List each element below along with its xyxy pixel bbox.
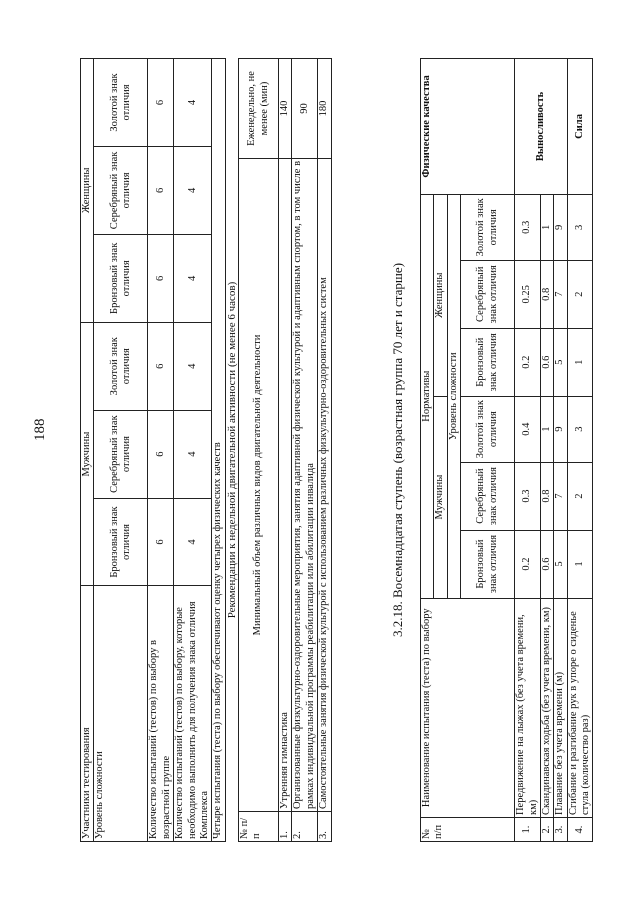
cell-value: 4 xyxy=(174,146,212,234)
header-bronze: Бронзовый знак отличия xyxy=(94,234,148,322)
table-row xyxy=(515,59,541,842)
header-qualities: Физические качества xyxy=(421,59,515,195)
header-difficulty: Уровень сложности xyxy=(447,194,460,598)
cell-value: 0.8 xyxy=(540,260,553,328)
cell-value: 0.2 xyxy=(515,530,541,598)
row-no: 3. xyxy=(554,818,567,842)
cell-value: 0.4 xyxy=(515,396,541,462)
cell-value: 0.6 xyxy=(540,530,553,598)
table-row xyxy=(148,59,174,842)
cell-value: 6 xyxy=(148,498,174,586)
row-activity: Организованные физкультурно-оздоровительные мероприятия, занятия адаптивной физической культурой и адаптивным спортом, в том числе в рамках индивидуальной программы реабилитации или абилитации инвалида xyxy=(292,158,318,811)
quality-endurance: Выносливость xyxy=(515,59,568,195)
cell-value: 7 xyxy=(554,260,567,328)
header-gold: Золотой знак отличия xyxy=(461,194,515,260)
cell-value: 5 xyxy=(554,328,567,396)
header-silver: Серебряный знак отличия xyxy=(94,410,148,498)
header-men: Мужчины xyxy=(81,322,94,586)
header-bronze: Бронзовый знак отличия xyxy=(461,530,515,598)
row-test-name: Сгибание и разгибание рук в упоре о сиденье стула (количество раз) xyxy=(567,598,593,818)
header-no: № п/п xyxy=(239,812,279,842)
row-activity: Утренняя гимнастика xyxy=(279,158,292,811)
cell-value: 1 xyxy=(540,396,553,462)
row-test-name: Плавание без учета времени (м) xyxy=(554,598,567,818)
cell-value: 3 xyxy=(567,396,593,462)
table-row xyxy=(292,59,318,842)
row-no: 1. xyxy=(515,818,541,842)
cell-value: 6 xyxy=(148,234,174,322)
table-footnote: Четыре испытания (теста) по выбору обеспечивают оценку четырех физических качеств xyxy=(212,59,225,842)
header-test-name: Наименование испытания (теста) по выбору xyxy=(421,598,515,818)
row-minutes: 180 xyxy=(318,59,331,159)
cell-value: 1 xyxy=(567,328,593,396)
cell-value: 7 xyxy=(554,462,567,530)
cell-value: 4 xyxy=(174,234,212,322)
table-age-group-summary xyxy=(80,58,226,842)
cell-value: 9 xyxy=(554,194,567,260)
row-label: Количество испытаний (тестов) по выбору, которые необходимо выполнить для получения знака отличия Комплекса xyxy=(174,586,212,842)
header-women: Женщины xyxy=(434,194,447,396)
header-bronze: Бронзовый знак отличия xyxy=(94,498,148,586)
header-norms: Нормативы xyxy=(421,194,434,598)
cell-value: 4 xyxy=(174,498,212,586)
cell-value: 3 xyxy=(567,194,593,260)
row-no: 1. xyxy=(279,812,292,842)
cell-value: 1 xyxy=(567,530,593,598)
header-silver: Серебряный знак отличия xyxy=(461,260,515,328)
cell-value: 6 xyxy=(148,59,174,147)
cell-value: 6 xyxy=(148,410,174,498)
row-no: 2. xyxy=(540,818,553,842)
page-number: 188 xyxy=(32,418,48,441)
row-no: 4. xyxy=(567,818,593,842)
cell-value: 4 xyxy=(174,410,212,498)
row-test-name: Передвижение на лыжах (без учета времени, км) xyxy=(515,598,541,818)
row-test-name: Скандинавская ходьба (без учета времени, км) xyxy=(540,598,553,818)
cell-value: 0.6 xyxy=(540,328,553,396)
header-men: Мужчины xyxy=(434,396,447,598)
header-gold: Золотой знак отличия xyxy=(461,396,515,462)
cell-value: 6 xyxy=(148,322,174,410)
table-weekly-activity xyxy=(238,58,332,842)
table-row xyxy=(318,59,331,842)
row-minutes: 90 xyxy=(292,59,318,159)
cell-value: 2 xyxy=(567,260,593,328)
cell-value: 0.3 xyxy=(515,194,541,260)
header-activity: Минимальный объем различных видов двигательной деятельности xyxy=(239,158,279,811)
cell-value: 5 xyxy=(554,530,567,598)
cell-value: 2 xyxy=(567,462,593,530)
header-no: № п/п xyxy=(421,818,515,842)
cell-value: 4 xyxy=(174,322,212,410)
row-no: 3. xyxy=(318,812,331,842)
cell-value: 6 xyxy=(148,146,174,234)
header-participants: Участники тестирования xyxy=(81,586,94,842)
table-row xyxy=(567,59,593,842)
cell-value: 1 xyxy=(540,194,553,260)
header-silver: Серебряный знак отличия xyxy=(461,462,515,530)
cell-value: 9 xyxy=(554,396,567,462)
header-gold: Золотой знак отличия xyxy=(94,59,148,147)
header-difficulty: Уровень сложности xyxy=(94,586,148,842)
cell-value: 0.3 xyxy=(515,462,541,530)
table-row xyxy=(279,59,292,842)
table-row xyxy=(174,59,212,842)
row-activity: Самостоятельные занятия физической культурой с использованием различных физкультурно-оздоровительных систем xyxy=(318,158,331,811)
header-silver: Серебряный знак отличия xyxy=(94,146,148,234)
cell-value: 0.2 xyxy=(515,328,541,396)
table-test-norms xyxy=(420,58,593,842)
cell-value: 4 xyxy=(174,59,212,147)
section-heading: 3.2.18. Восемнадцатая ступень (возрастная группа 70 лет и старше) xyxy=(390,262,405,638)
header-gold: Золотой знак отличия xyxy=(94,322,148,410)
header-women: Женщины xyxy=(81,59,94,323)
cell-value: 0.25 xyxy=(515,260,541,328)
cell-value: 0.8 xyxy=(540,462,553,530)
table2-title: Рекомендации к недельной двигательной активности (не менее 6 часов) xyxy=(226,281,238,619)
quality-strength: Сила xyxy=(567,59,593,195)
row-label: Количество испытаний (тестов) по выбору в возрастной группе xyxy=(148,586,174,842)
row-no: 2. xyxy=(292,812,318,842)
header-bronze: Бронзовый знак отличия xyxy=(461,328,515,396)
row-minutes: 140 xyxy=(279,59,292,159)
header-weekly-min: Еженедельно, не менее (мин) xyxy=(239,59,279,159)
